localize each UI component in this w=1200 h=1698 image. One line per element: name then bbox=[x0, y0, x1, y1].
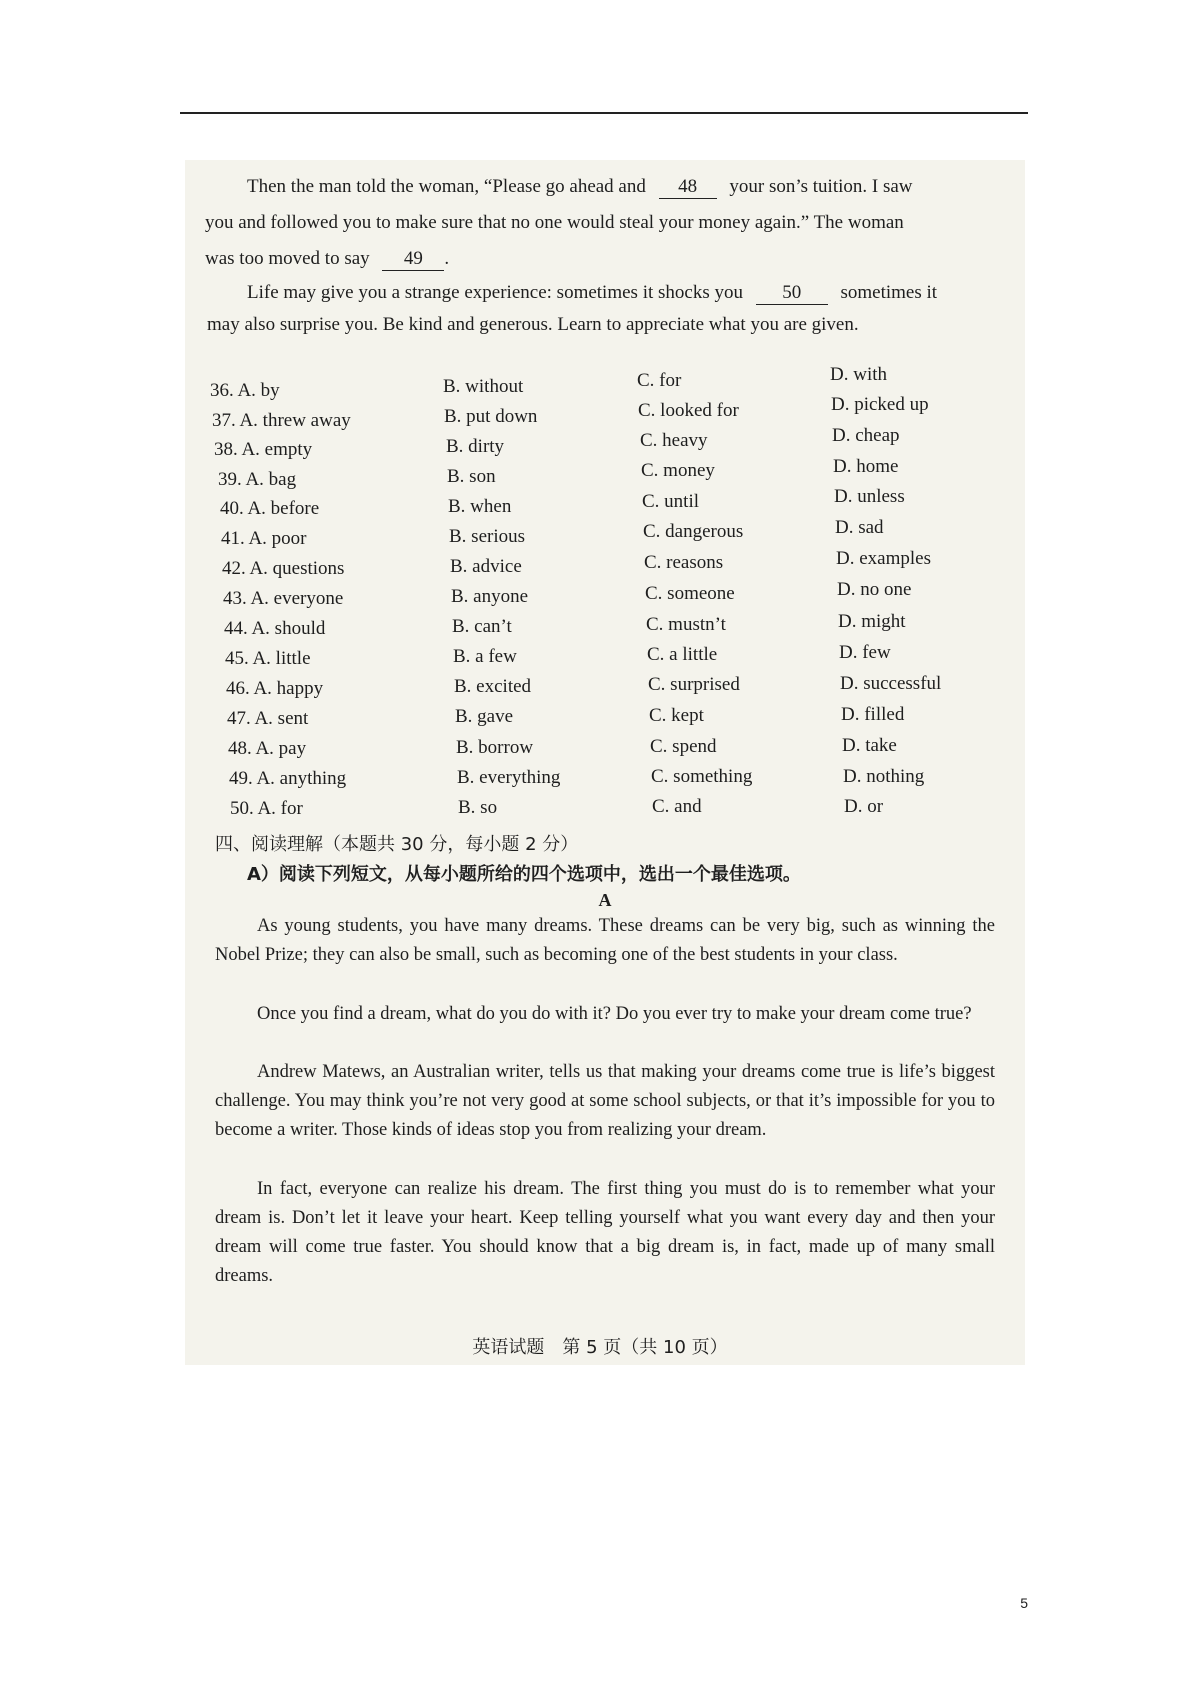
option-c: C. spend bbox=[650, 736, 717, 757]
option-b: B. put down bbox=[444, 406, 538, 427]
option-d: D. examples bbox=[836, 548, 931, 569]
option-d: D. might bbox=[838, 611, 906, 632]
option-b: B. without bbox=[443, 376, 524, 397]
option-c: C. looked for bbox=[638, 400, 739, 421]
option-b: B. borrow bbox=[456, 737, 534, 758]
page-number: 5 bbox=[1020, 1595, 1028, 1611]
option-c: C. kept bbox=[649, 705, 704, 726]
option-b: B. son bbox=[447, 466, 496, 487]
cloze-text: Then the man told the woman, “Please go ahead and bbox=[247, 176, 646, 197]
option-b: B. can’t bbox=[452, 616, 512, 637]
option-d: D. nothing bbox=[843, 766, 925, 787]
option-d: D. or bbox=[844, 796, 884, 817]
option-d: D. picked up bbox=[831, 394, 929, 415]
option-c: C. until bbox=[642, 491, 700, 512]
option-a: 48. A. pay bbox=[228, 738, 307, 759]
option-d: D. with bbox=[830, 364, 887, 385]
option-b: B. so bbox=[458, 797, 498, 818]
option-b: B. anyone bbox=[451, 586, 529, 607]
cloze-line-4 bbox=[247, 278, 937, 307]
option-c: C. reasons bbox=[644, 552, 724, 573]
option-d: D. cheap bbox=[832, 425, 900, 446]
option-d: D. few bbox=[839, 642, 891, 663]
option-c: C. surprised bbox=[648, 674, 740, 695]
cloze-text: sometimes it bbox=[840, 282, 938, 303]
page-footer: 英语试题 第 5 页（共 10 页） bbox=[472, 1337, 728, 1358]
cloze-line-3 bbox=[205, 244, 449, 273]
option-b: B. dirty bbox=[446, 436, 505, 457]
cloze-line-2: you and followed you to make sure that no one would steal your money again.” The woman bbox=[205, 212, 904, 233]
cloze-text: Life may give you a strange experience: sometimes it shocks you bbox=[247, 282, 743, 303]
option-c: C. something bbox=[651, 766, 753, 787]
blank-50: 50 bbox=[756, 282, 828, 305]
section-heading: 四、阅读理解（本题共 30 分，每小题 2 分） bbox=[215, 834, 579, 855]
blank-49: 49 bbox=[382, 248, 444, 271]
option-c: C. dangerous bbox=[643, 521, 744, 542]
option-a: 37. A. threw away bbox=[212, 410, 351, 431]
option-d: D. unless bbox=[834, 486, 905, 507]
section-instruction: A）阅读下列短文，从每小题所给的四个选项中，选出一个最佳选项。 bbox=[247, 864, 801, 885]
paragraph-4: In fact, everyone can realize his dream. The first thing you must do is to remember what your dream is. Don’t let it leave your heart. Keep telling yourself what you want every day and then your dream will come true faster. You should know that a big dream is, in fact, made up of many small dreams. bbox=[215, 1179, 995, 1286]
option-b: B. gave bbox=[455, 706, 514, 727]
cloze-text: was too moved to say bbox=[205, 248, 370, 269]
option-a: 45. A. little bbox=[225, 648, 311, 669]
option-c: C. mustn’t bbox=[646, 614, 726, 635]
option-b: B. a few bbox=[453, 646, 517, 667]
option-a: 36. A. by bbox=[210, 380, 280, 401]
cloze-line-1 bbox=[247, 172, 913, 201]
option-a: 41. A. poor bbox=[221, 528, 307, 549]
option-b: B. serious bbox=[449, 526, 525, 547]
option-a: 42. A. questions bbox=[222, 558, 345, 579]
cloze-text: . bbox=[444, 248, 450, 269]
option-a: 49. A. anything bbox=[229, 768, 347, 789]
option-c: C. someone bbox=[645, 583, 735, 604]
option-b: B. when bbox=[448, 496, 512, 517]
option-b: B. everything bbox=[457, 767, 561, 788]
option-d: D. take bbox=[842, 735, 897, 756]
passage-label: A bbox=[598, 890, 612, 910]
option-d: D. no one bbox=[837, 579, 912, 600]
option-c: C. for bbox=[637, 370, 682, 391]
option-a: 50. A. for bbox=[230, 798, 303, 819]
option-a: 39. A. bag bbox=[218, 469, 297, 490]
option-d: D. successful bbox=[840, 673, 942, 694]
cloze-line-5: may also surprise you. Be kind and generous. Learn to appreciate what you are given. bbox=[207, 314, 859, 335]
option-c: C. heavy bbox=[640, 430, 708, 451]
option-c: C. a little bbox=[647, 644, 718, 665]
option-a: 44. A. should bbox=[224, 618, 326, 639]
option-a: 46. A. happy bbox=[226, 678, 324, 699]
option-d: D. sad bbox=[835, 517, 884, 538]
option-b: B. advice bbox=[450, 556, 522, 577]
paragraph-3: Andrew Matews, an Australian writer, tells us that making your dreams come true is life’s biggest challenge. You may think you’re not very good at some school subjects, or that it’s impossible for you to become a writer. Those kinds of ideas stop you from realizing your dream. bbox=[215, 1062, 995, 1140]
paragraph-2: Once you find a dream, what do you do with it? Do you ever try to make your dream come true? bbox=[257, 1004, 972, 1024]
option-d: D. home bbox=[833, 456, 899, 477]
header-rule bbox=[180, 112, 1028, 114]
option-b: B. excited bbox=[454, 676, 532, 697]
blank-48: 48 bbox=[659, 176, 717, 199]
option-a: 47. A. sent bbox=[227, 708, 309, 729]
option-a: 38. A. empty bbox=[214, 439, 313, 460]
option-c: C. money bbox=[641, 460, 715, 481]
cloze-text: your son’s tuition. I saw bbox=[729, 176, 913, 197]
option-c: C. and bbox=[652, 796, 702, 817]
option-a: 43. A. everyone bbox=[223, 588, 344, 609]
option-a: 40. A. before bbox=[220, 498, 320, 519]
option-d: D. filled bbox=[841, 704, 905, 725]
paragraph-1: As young students, you have many dreams. These dreams can be very big, such as winning the Nobel Prize; they can also be small, such as becoming one of the best students in your class. bbox=[215, 916, 995, 965]
